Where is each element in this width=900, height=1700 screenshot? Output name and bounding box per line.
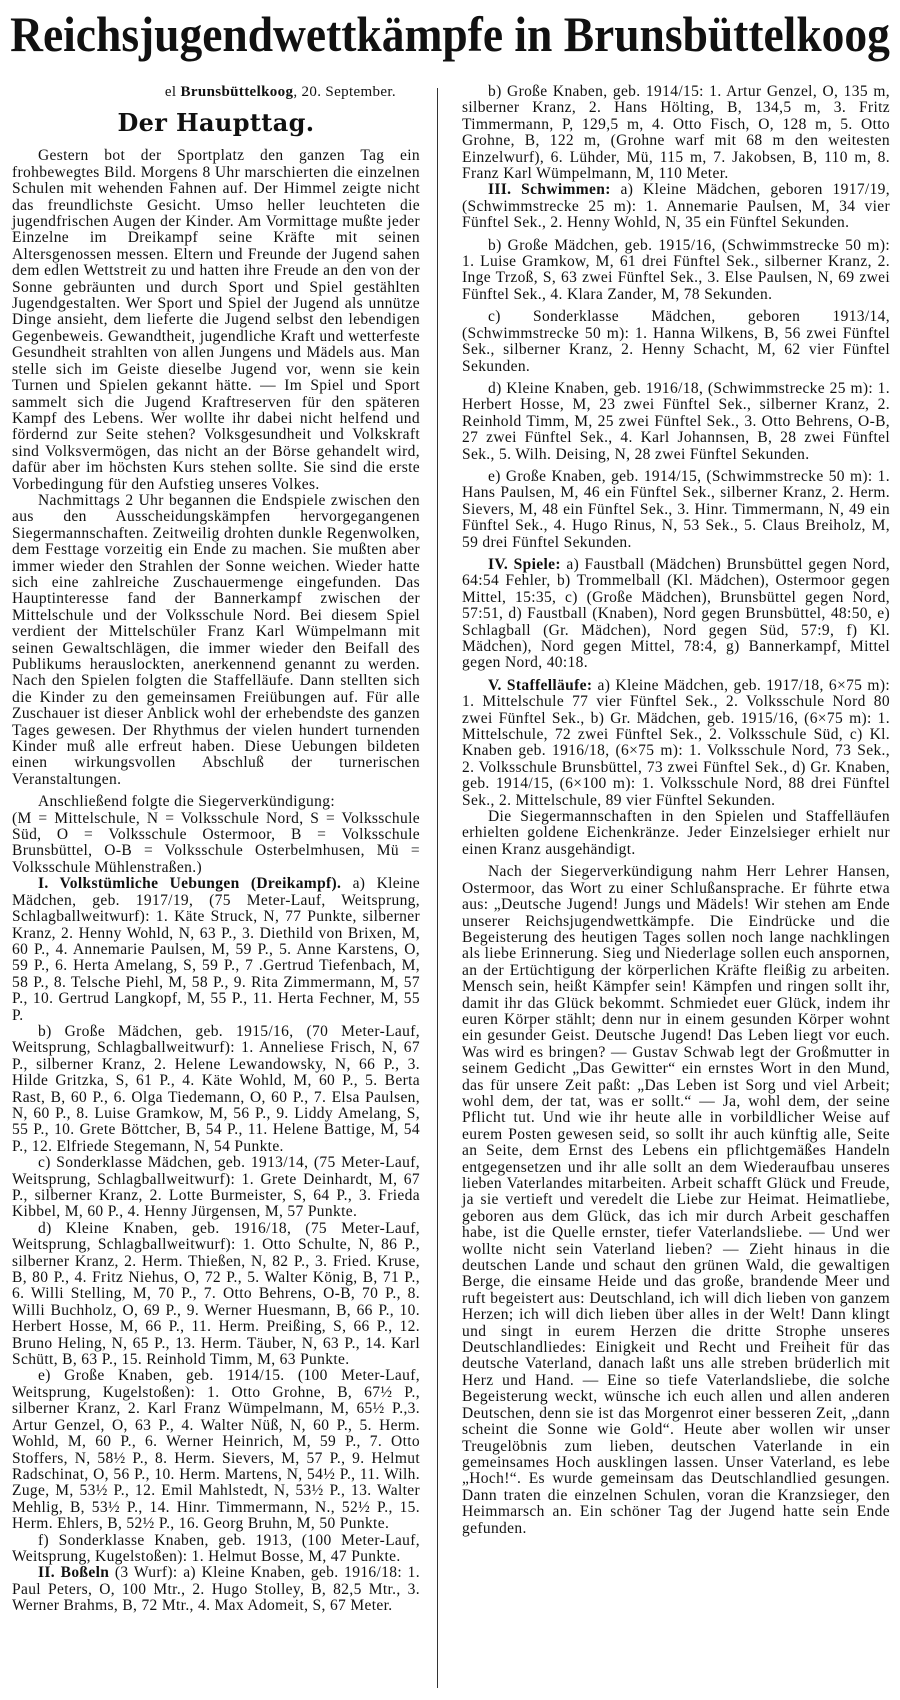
results-paragraph: c) Sonderklasse Mädchen, geb. 1913/14, (75 Meter-Lauf, Weitsprung, Schlagballweitwurf): 1. Grete Deinhardt, M, 67 P., silberner Kranz, 2. Lotte Burmeister, S, 64 P., 3. Frieda Kibbel, M, 60 P., 4. Henny Jürgensen, M, 57 Punkte. — [12, 1154, 420, 1221]
results-section — [462, 557, 890, 672]
results-paragraph: e) Große Knaben, geb. 1914/15, (Schwimmstrecke 50 m): 1. Hans Paulsen, M, 46 ein Fünftel Sek., silberner Kranz, 2. Herm. Sievers, M, 48 ein Fünftel Sek., 3. Hinr. Timmermann, N, 49 ein Fünftel Sek., 4. Hugo Rinus, N, 53 Sek., 5. Claus Breiholz, M, 59 drei Fünftel Sekunden. — [462, 467, 890, 551]
results-paragraph: b) Große Mädchen, geb. 1915/16, (70 Meter-Lauf, Weitsprung, Schlagballweitwurf): 1. Anneliese Frisch, N, 67 P., silberner Kranz, 2. Helene Lewandowsky, N, 66 P., 3. Hilde Gritzka, S, 61 P., 4. Käte Wohld, M, 60 P., 5. Berta Rast, B, 60 P., 6. Olga Tiedemann, O, 60 P., 7. Elsa Paulsen, N, 60 P., 8. Luise Gramkow, M, 56 P., 9. Liddy Amelang, S, 55 P., 10. Grete Böttcher, B, 54 P., 11. Helene Battige, M, 54 P., 12. Elfriede Stegemann, N, 54 Punkte. — [12, 1022, 420, 1155]
closing-speech: Nach der Siegerverkündigung nahm Herr Lehrer Hansen, Ostermoor, das Wort zu einer Schlußansprache. Er führte etwa aus: „Deutsche Jugend! Jungs und Mädels! Wir stehen am Ende unserer Reichsjugendwettkämpfe. Die Eindrücke und die Begeisterung des heutigen Tages sollen noch lange nachklingen als liebe Erinnerung. Sieg und Niederlage sollen euch anspornen, an der Ertüchtigung der körperlichen Kräfte fleißig zu arbeiten. Mensch sein, heißt Kämpfer sein! Kämpfen und ringen sollt ihr, damit ihr das Glück bekommt. Schmiedet euer Glück, indem ihr euren Körper stählt; denn nur in einem gesunden Körper wohnt ein gesunder Geist. Deutsche Jugend! Das Leben liegt vor euch. Was wird es bringen? — Gustav Schwab legt der Großmutter in seinem Gedicht „Das Gewitter“ ein ernstes Wort in den Mund, das für unsere Zeit paßt: „Das Leben ist Sorg und viel Arbeit; wohl dem, der tat, was er sollt.“ — Ja, wohl dem, der seine Pflicht tut. Und wie ihr heute alle in vorbildlicher Weise auf eurem Posten gewesen seid, so sollt ihr auch künftig alle, Seite an Seite, dem Ernst des Lebens ein pflichtgemäßes Handeln entgegensetzen und ihr alle sollt an dem Wiederaufbau unseres lieben Vaterlandes mitarbeiten. Arbeit schafft Glück und Freude, ja sie vertieft und veredelt die Liebe zur Heimat. Heimatliebe, geboren aus dem Glück, das ich mir durch Arbeit geschaffen habe, ist die Quelle ernster, tiefer Vaterlandsliebe. — Und wer wollte nicht sein Vaterland lieben? — Zieht hinaus in die deutschen Lande und schaut den grünen Wald, die gewaltigen Berge, die einsame Heide und das große, brandende Meer und ruft begeistert aus: Deutschland, ich will dich lieben von ganzem Herzen; ich will dich lieben über alles in der Welt! Dann klingt und singt in eurem Herzen die dritte Strophe unseres Deutschlandliedes: Einigkeit und Recht und Freiheit für das deutsche Vaterland, danach laßt uns alle streben brüderlich mit Herz und Hand. — Eine so tiefe Vaterlandsliebe, die solche Begeisterung weckt, wünsche ich euch allen und allen anderen Deutschen, denn sie ist das Morgenrot einer besseren Zeit, „dann scheint die Sonne wie Gold“. Heute aber wollen wir unser Treugelöbnis zum lieben, deutschen Vaterlande in ein gemeinsames Hoch ausklingen lassen. Unser Vaterland, es lebe „Hoch!“. Es wurde gemeinsam das Deutschlandlied gesungen. Dann traten die einzelnen Schulen, voran die Kranzsieger, den Heimmarsch an. Ein schöner Tag der Jugend hatte sein Ende gefunden. — [462, 863, 890, 1537]
section-text: (3 Wurf): a) Kleine Knaben, geb. 1916/18: 1. Paul Peters, O, 100 Mtr., 2. Hugo Stolley, B, 82,5 Mtr., 3. Werner Brahms, B, 72 Mtr., 4. Max Adomeit, S, 67 Meter. — [12, 1564, 420, 1615]
left-column — [12, 84, 420, 1615]
results-paragraph: f) Sonderklasse Knaben, geb. 1913, (100 Meter-Lauf, Weitsprung, Kugelstoßen): 1. Helmut Bosse, M, 47 Punkte. — [12, 1531, 420, 1565]
section-heading: V. Staffelläufe: — [488, 676, 593, 694]
dateline-place: Brunsbüttelkoog — [180, 84, 294, 100]
paragraph: Gestern bot der Sportplatz den ganzen Tag ein frohbewegtes Bild. Morgens 8 Uhr marschierten die einzelnen Schulen mit wehenden Fahnen auf. Der Himmel zeigte nicht das freundlichste Gesicht. Umso heller leuchteten die jugendfrischen Augen der Kinder. Am Vormittage mußte jeder Einzelne im Dreikampf seine Kräfte mit seinen Altersgenossen messen. Eltern und Freunde der Jugend sahen dem edlen Wettstreit zu und hatten ihre Freude an den von der Sonne gebräunten und durch Sport und Spiel gestählten Jugendgestalten. Wer Sport und Spiel der Jugend als unnütze Dinge ansieht, dem lieferte die Jugend selbst den lebendigen Gegenbeweis. Gewandtheit, jugendliche Kraft und wetterfeste Gesundheit strahlten von allen Jungens und Mädels aus. Man stelle sich im Geiste dieselbe Jugend vor, wenn sie kein Turnen und Spielen gekannt hätte. — Im Spiel und Sport sammelt sich die Jugend Kraftreserven für den späteren Kampf des Lebens. Wer wollte ihr dabei nicht helfend und fördernd zur Seite stehen? Volksgesundheit und Volkskraft sind Volksvermögen, das nicht an der Börse gehandelt wird, dafür aber im höchsten Kurs stehen sollte. Sie sind die erste Vorbedingung für den Aufstieg unseres Volkes. — [12, 147, 420, 493]
paragraph: Nachmittags 2 Uhr begannen die Endspiele zwischen den aus den Ausscheidungskämpfen hervorgegangenen Siegermannschaften. Zeitweilig drohten dunkle Regenwolken, dem Festtage vorzeitig ein Ende zu machen. Sie mußten aber immer wieder den Strahlen der Sonne weichen. Wieder hatte sich eine zahlreiche Zuschauermenge eingefunden. Das Hauptinteresse fand der Bannerkampf zwischen der Mittelschule und der Volksschule Nord. Bei diesem Spiel verdient der Mittelschüler Franz Karl Wümpelmann mit seinen Gewaltschlägen, die immer wieder den Beifall des Publikums herauslockten, anerkennend genannt zu werden. Nach den Spielen folgten die Staffelläufe. Dann stellten sich die Kinder zu den gemeinsamen Freiübungen auf. Für alle Zuschauer ist dieser Anblick wohl der erhebendste des ganzen Tages gewesen. Der Rhythmus der vielen hundert turnenden Kinder muß alle erfreut haben. Diese Uebungen bildeten einen wirkungsvollen Abschluß der turnerischen Veranstaltungen. — [12, 491, 420, 788]
section-text: a) Kleine Mädchen, geboren 1917/19, (Schwimmstrecke 25 m): 1. Annemarie Paulsen, M, 34 vier Fünftel Sek., 2. Henny Wohld, N, 35 ein Fünftel Sekunden. — [462, 181, 891, 232]
results-section — [462, 678, 890, 809]
section-heading: I. Volkstümliche Uebungen (Dreikampf). — [38, 875, 342, 893]
results-paragraph: c) Sonderklasse Mädchen, geboren 1913/14, (Schwimmstrecke 50 m): 1. Hanna Wilkens, B, 56 zwei Fünftel Sek., silberner Kranz, 2. Henny Schacht, M, 62 vier Fünftel Sekunden. — [462, 308, 890, 375]
subhead: Der Haupttag. — [117, 108, 315, 138]
headline: Reichsjugendwettkämpfe in Brunsbüttelkoog — [10, 6, 890, 62]
results-paragraph: d) Kleine Knaben, geb. 1916/18, (Schwimmstrecke 25 m): 1. Herbert Hosse, M, 23 zwei Fünftel Sek., silberner Kranz, 2. Reinhold Timm, M, 25 zwei Fünftel Sek., 3. Otto Behrens, O-B, 27 zwei Fünftel Sek., 4. Karl Johannsen, B, 28 zwei Fünftel Sek., 5. Wilh. Deising, N, 28 zwei Fünftel Sekunden. — [462, 379, 890, 463]
results-section — [12, 876, 420, 1024]
results-paragraph: e) Große Knaben, geb. 1914/15. (100 Meter-Lauf, Weitsprung, Kugelstoßen): 1. Otto Grohne, B, 67½ P., silberner Kranz, 2. Karl Franz Wümpelmann, M, 65½ P.,3. Artur Genzel, O, 63 P., 4. Walter Nüß, N, 60 P., 5. Herm. Wohld, M, 60 P., 6. Werner Heinrich, M, 59 P., 7. Otto Stoffers, N, 58½ P., 8. Herm. Sievers, M, 57 P., 9. Helmut Radschinat, O, 56 P., 10. Herm. Martens, N, 54½ P., 11. Wilh. Zuge, M, 53½ P., 12. Emil Mahlstedt, N, 53½ P., 13. Walter Mehlig, B, 53½ P., 14. Hinr. Timmermann, N., 52½ P., 15. Herm. Ehlers, B, 52½ P., 16. Georg Bruhn, M, 50 Punkte. — [12, 1367, 420, 1533]
dateline-date: , 20. September. — [293, 84, 396, 100]
results-paragraph: b) Große Knaben, geb. 1914/15: 1. Artur Genzel, O, 135 m, silberner Kranz, 2. Hans Hölting, B, 134,5 m, 3. Fritz Timmermann, P, 129,5 m, 4. Otto Fisch, O, 128 m, 5. Otto Grohne, B, 122 m, (Grohne warf mit 68 m den weitesten Einzelwurf), 6. Lühder, Mü, 115 m, 7. Jakobsen, B, 110 m, 8. Franz Karl Wümpelmann, M, 110 Meter. — [462, 83, 890, 183]
dateline-prefix: el — [164, 84, 177, 100]
paragraph: Die Siegermannschaften in den Spielen und Staffelläufen erhielten goldene Eichenkränze. Jeder Einzelsieger erhielt nur einen Kranz ausgehändigt. — [462, 808, 890, 858]
results-paragraph: b) Große Mädchen, geb. 1915/16, (Schwimmstrecke 50 m): 1. Luise Gramkow, M, 61 drei Fünftel Sek., silberner Kranz, 2. Inge Trzoß, S, 63 zwei Fünftel Sek., 3. Else Paulsen, N, 69 zwei Fünftel Sek., 4. Klara Zander, M, 78 Sekunden. — [462, 236, 890, 303]
headline-container — [0, 4, 900, 66]
right-column — [462, 84, 890, 1537]
column-divider — [437, 88, 438, 1688]
dateline — [12, 84, 420, 100]
section-heading: IV. Spiele: — [488, 555, 561, 573]
section-text: a) Faustball (Mädchen) Brunsbüttel gegen Nord, 64:54 Fehler, b) Trommelball (Kl. Mädchen), Ostermoor gegen Mittel, 15:35, c) (Große Mädchen), Brunsbüttel gegen Nord, 57:51, d) Faustball (Knaben), Nord gegen Brunsbüttel, 48:50, e) Schlagball (Gr. Mädchen), Nord gegen Süd, 57:9, f) Kl. Mädchen), Nord gegen Mittel, 78:4, g) Bannerkampf, Mittel gegen Nord, 40:18. — [462, 555, 890, 672]
results-section — [12, 1565, 420, 1614]
section-heading: II. Boßeln — [38, 1564, 110, 1582]
section-text: a) Kleine Mädchen, geb. 1917/19, (75 Meter-Lauf, Weitsprung, Schlagballweitwurf): 1. Käte Struck, N, 77 Punkte, silberner Kranz, 2. Henny Wohld, N, 63 P., 3. Diethild von Brixen, M, 60 P., 4. Annemarie Paulsen, M, 59 P., 5. Anne Karstens, O, 59 P., 6. Herta Amelang, S, 59 P., 7 .Gertrud Tiefenbach, M, 58 P., 8. Telsche Piehl, M, 58 P., 9. Rita Zimmermann, M, 57 P., 10. Gertrud Langkopf, M, 55 P., 11. Herta Fechner, M, 55 P. — [12, 875, 420, 1024]
paragraph-legend: Anschließend folgte die Siegerverkündigung: (M = Mittelschule, N = Volksschule Nord, S = Volksschule Süd, O = Volksschule Ostermoor, B = Volksschule Brunsbüttel, O-B = Volksschule Osterbelmhusen, Mü = Volksschule Mühlenstraßen.) — [12, 793, 420, 876]
results-paragraph: d) Kleine Knaben, geb. 1916/18, (75 Meter-Lauf, Weitsprung, Schlagballweitwurf): 1. Otto Schulte, N, 86 P., silberner Kranz, 2. Herm. Thießen, N, 82 P., 3. Fried. Kruse, B, 80 P., 4. Fritz Niehus, O, 72 P., 5. Walter König, B, 71 P., 6. Willi Stelling, M, 70 P., 7. Otto Behrens, O-B, 70 P., 8. Willi Buchholz, O, 69 P., 9. Werner Huesmann, B, 66 P., 10. Herbert Hosse, M, 66 P., 11. Herm. Preißing, S, 66 P., 12. Bruno Heling, N, 65 P., 13. Herm. Täuber, N, 63 P., 14. Karl Schütt, B, 63 P., 15. Reinhold Timm, M, 63 Punkte. — [12, 1219, 420, 1369]
results-section — [462, 182, 890, 231]
section-heading: III. Schwimmen: — [488, 181, 611, 199]
section-text: a) Kleine Mädchen, geb. 1917/18, 6×75 m): 1. Mittelschule 77 vier Fünftel Sek., 2. Volksschule Nord 80 zwei Fünftel Sek., b) Gr. Mädchen, geb. 1915/16, (6×75 m): 1. Mittelschule, 72 zwei Fünftel Sek., 2. Volksschule Süd, c) Kl. Knaben geb. 1916/18, (6×75 m): 1. Volksschule Nord, 73 Sek., 2. Volksschule Brunsbüttel, 73 zwei Fünftel Sek., d) Gr. Knaben, geb. 1914/15, (6×100 m): 1. Volksschule Nord, 88 drei Fünftel Sek., 2. Mittelschule, 89 vier Fünftel Sekunden. — [462, 676, 890, 809]
